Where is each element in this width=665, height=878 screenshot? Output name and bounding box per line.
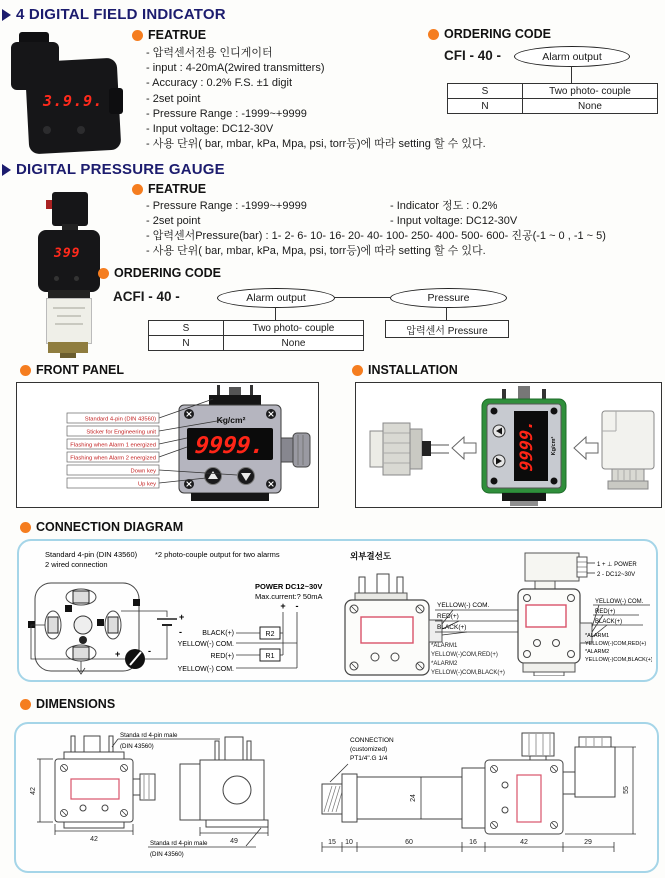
pressure-table [385,320,509,338]
callout-label: Standard 4-pin (DIN 43560) [84,416,156,423]
korean-wiring-title: 외부결선도 [350,551,392,561]
label-cylinder [46,298,92,344]
dim-value: 29 [584,839,592,846]
unit-label: Kg/cm² [551,436,557,456]
wire-label: RED(+) [595,609,616,615]
right-connector-drawing [602,411,654,489]
led-display: 399 [54,246,81,261]
ordering-code: ACFI - 40 - [113,289,180,304]
callout-label: Down key [130,468,156,475]
side-view-drawing [148,737,268,847]
dim-value: 60 [405,839,413,846]
ordering-title: ORDERING CODE [444,27,551,41]
connection-label: (customized) [350,746,388,753]
max-current-label: Max.current:? 50mA [255,592,323,601]
dim-value: 10 [345,839,353,846]
up-button [43,126,51,134]
alarm-label: *ALARM2 [431,661,458,667]
led-display: 9999. [517,418,537,473]
down-button [77,126,85,134]
installation-box [355,382,662,508]
connection-illustration [19,541,652,676]
callout-label: Flashing when Alarm 2 energized [70,455,156,462]
wire-label: RED(+) [210,653,234,660]
section-title: DIGITAL PRESSURE GAUGE [16,161,225,178]
section-header-gauge [2,161,225,178]
alarm-output-oval: Alarm output [217,288,335,308]
section-title: 4 DIGITAL FIELD INDICATOR [16,6,226,23]
desc-cell: None [523,99,658,114]
feature-item: - Input voltage: DC12-30V [146,123,274,136]
ordering-title: ORDERING CODE [114,266,221,280]
power-pin-label: 2 - DC12~30V [597,572,636,578]
connection-box [17,539,658,682]
display-outline [361,617,413,643]
dim-value: 55 [623,786,630,794]
dimensions-illustration [16,724,653,867]
ordering-header-indicator [428,27,551,41]
section-arrow-icon [2,9,11,21]
feature-item: - Accuracy : 0.2% F.S. ±1 digit [146,77,293,90]
arrow-left-icon [574,437,598,459]
feature-item: - input : 4-20mA(2wired transmitters) [146,62,325,75]
desc-cell: Two photo- couple [523,84,658,99]
photo-couple-note: *2 photo-couple output for two alarms [155,550,280,559]
wire-label: BLACK(+) [437,624,467,631]
connection-title: CONNECTION DIAGRAM [36,520,184,534]
wire-label: YELLOW(-) COM. [595,599,644,605]
alarm-output-oval: Alarm output [514,46,630,67]
connection-label: PT1/4".G 1/4 [350,755,388,762]
feature-item: - Indicator 정도 : 0.2% [390,200,498,212]
feature-item: - 압력센서전용 인디게이터 [146,47,273,59]
bullet-icon [20,522,31,533]
alarm-wires-label: YELLOW(-)COM,RED(+) [431,652,498,658]
installation-illustration [356,383,661,507]
section-header-indicator [2,6,226,23]
front-panel-box [16,382,319,508]
callout-label: Sticker for Engineering unit [86,429,156,436]
plus-sign: + [115,649,121,659]
ordering-header-gauge [98,266,221,280]
left-connector-drawing [370,423,449,475]
minus-sign: - [148,646,151,656]
ordering-table-gauge [148,320,364,351]
plus-sign: + [179,612,185,622]
alarm-wires-label: YELLOW(-)COM,RED(+) [585,641,647,647]
dim-value: 15 [328,839,336,846]
connector-line [571,66,572,83]
alarm-label: *ALARM1 [431,643,458,649]
installation-title: INSTALLATION [368,363,458,377]
arrow-left-icon [452,437,476,459]
display-outline [71,779,119,799]
connection-header [20,520,183,534]
feature-item: - Input voltage: DC12-30V [390,215,518,228]
dim-value: 24 [410,794,417,802]
callout-label: Up key [137,481,156,488]
front-panel-header [20,363,124,377]
code-cell: N [448,99,523,114]
feature-item: - Pressure Range : -1999~+9999 [146,200,307,212]
feature-item: - 2set point [146,92,201,105]
led-display: 9999. [193,433,266,459]
desc-cell: None [224,336,364,351]
plus-sign: + [280,601,286,611]
connector-line [446,307,447,320]
power-label: POWER DC12~30V [255,582,323,591]
relay-label: R2 [265,631,275,638]
dim-value: 49 [230,838,238,845]
pin-label: (DIN 43560) [150,851,184,858]
dimensions-title: DIMENSIONS [36,697,116,711]
feature-list-gauge-left [146,199,307,229]
connector-line [334,297,390,298]
std-pin-note: Standard 4-pin (DIN 43560) [45,550,138,559]
feature-title: FEATRUE [148,28,207,42]
dim-value: 16 [469,839,477,846]
feature-header-gauge [132,182,206,196]
code-cell: N [149,336,224,351]
wire-label: YELLOW(-) COM. [437,602,490,609]
dim-value: 42 [520,839,528,846]
bullet-icon [20,699,31,710]
pin-label: Standa rd 4-pin male [120,732,178,739]
feature-item: - 사용 단위( bar, mbar, kPa, Mpa, psi, torr등)에 따라 setting 할 수 있다. [146,245,486,258]
code-cell: S [149,321,224,336]
feature-item: - Pressure Range : -1999~+9999 [146,107,307,120]
bullet-icon [132,30,143,41]
unit-label: Kg/cm² [216,415,246,425]
bullet-icon [352,365,363,376]
brass-fitting [48,342,88,353]
feature-title: FEATRUE [148,182,207,196]
feature-list-gauge-right [390,199,517,229]
pressure-oval: Pressure [390,288,507,308]
bullet-icon [98,268,109,279]
installation-header [352,363,458,377]
feature-list-indicator [146,46,486,152]
minus-sign: - [295,601,299,611]
wire-label: BLACK(+) [202,630,234,637]
din-connector-schematic [28,583,184,674]
dimensions-header [20,697,115,711]
feature-header-indicator [132,28,206,42]
wired-note: 2 wired connection [45,560,108,569]
alarm-label: *ALARM1 [585,633,610,639]
wire-label: YELLOW(-) COM. [177,666,234,673]
product-photo-field-indicator [3,32,123,154]
bullet-icon [428,29,439,40]
feature-item: - 사용 단위( bar, mbar, kPa, Mpa, psi, torr등)에 따라 setting 할 수 있다. [146,138,486,151]
bullet-icon [20,365,31,376]
desc-cell: Two photo- couple [224,321,364,336]
ordering-code: CFI - 40 - [444,48,502,63]
pin-label: (DIN 43560) [120,743,154,750]
wire-label: BLACK(+) [595,619,623,625]
dimensions-box [14,722,659,873]
ordering-table-indicator [447,83,658,114]
display-outline [517,775,541,822]
code-cell: S [448,84,523,99]
dim-value: 42 [90,836,98,843]
front-panel-illustration [17,383,318,507]
feature-list-gauge-wide [146,229,606,259]
display-outline [526,605,566,627]
callout-label: Flashing when Alarm 1 energized [70,442,156,449]
feature-item: - 압력센서Pressure(bar) : 1- 2- 6- 10- 16- 20- 40- 100- 250- 400- 500- 600- 진공(-1 ~ 0 , -1 ~ 5) [146,230,606,242]
connector-line [275,307,276,320]
feature-item: - 2set point [146,215,201,228]
pressure-cell: 압력센서 Pressure [386,321,509,338]
power-pin-label: 1 + ⊥ POWER [597,562,637,568]
relay-label: R1 [265,653,275,660]
alarm-wires-label: YELLOW(-)COM,BLACK(+) [431,670,505,676]
wire-label: YELLOW(-) COM. [177,641,234,648]
bullet-icon [132,184,143,195]
section-arrow-icon [2,164,11,176]
dim-value: 42 [30,787,37,795]
led-display: 3.9.9. [43,92,104,110]
alarm-wires-label: YELLOW(-)COM,BLACK(+) [585,657,652,663]
wire-label: RED(+) [437,613,459,620]
connection-label: CONNECTION [350,737,394,744]
alarm-label: *ALARM2 [585,649,610,655]
pin-label: Standa rd 4-pin male [150,840,208,847]
minus-sign: - [179,627,182,637]
front-panel-title: FRONT PANEL [36,363,124,377]
